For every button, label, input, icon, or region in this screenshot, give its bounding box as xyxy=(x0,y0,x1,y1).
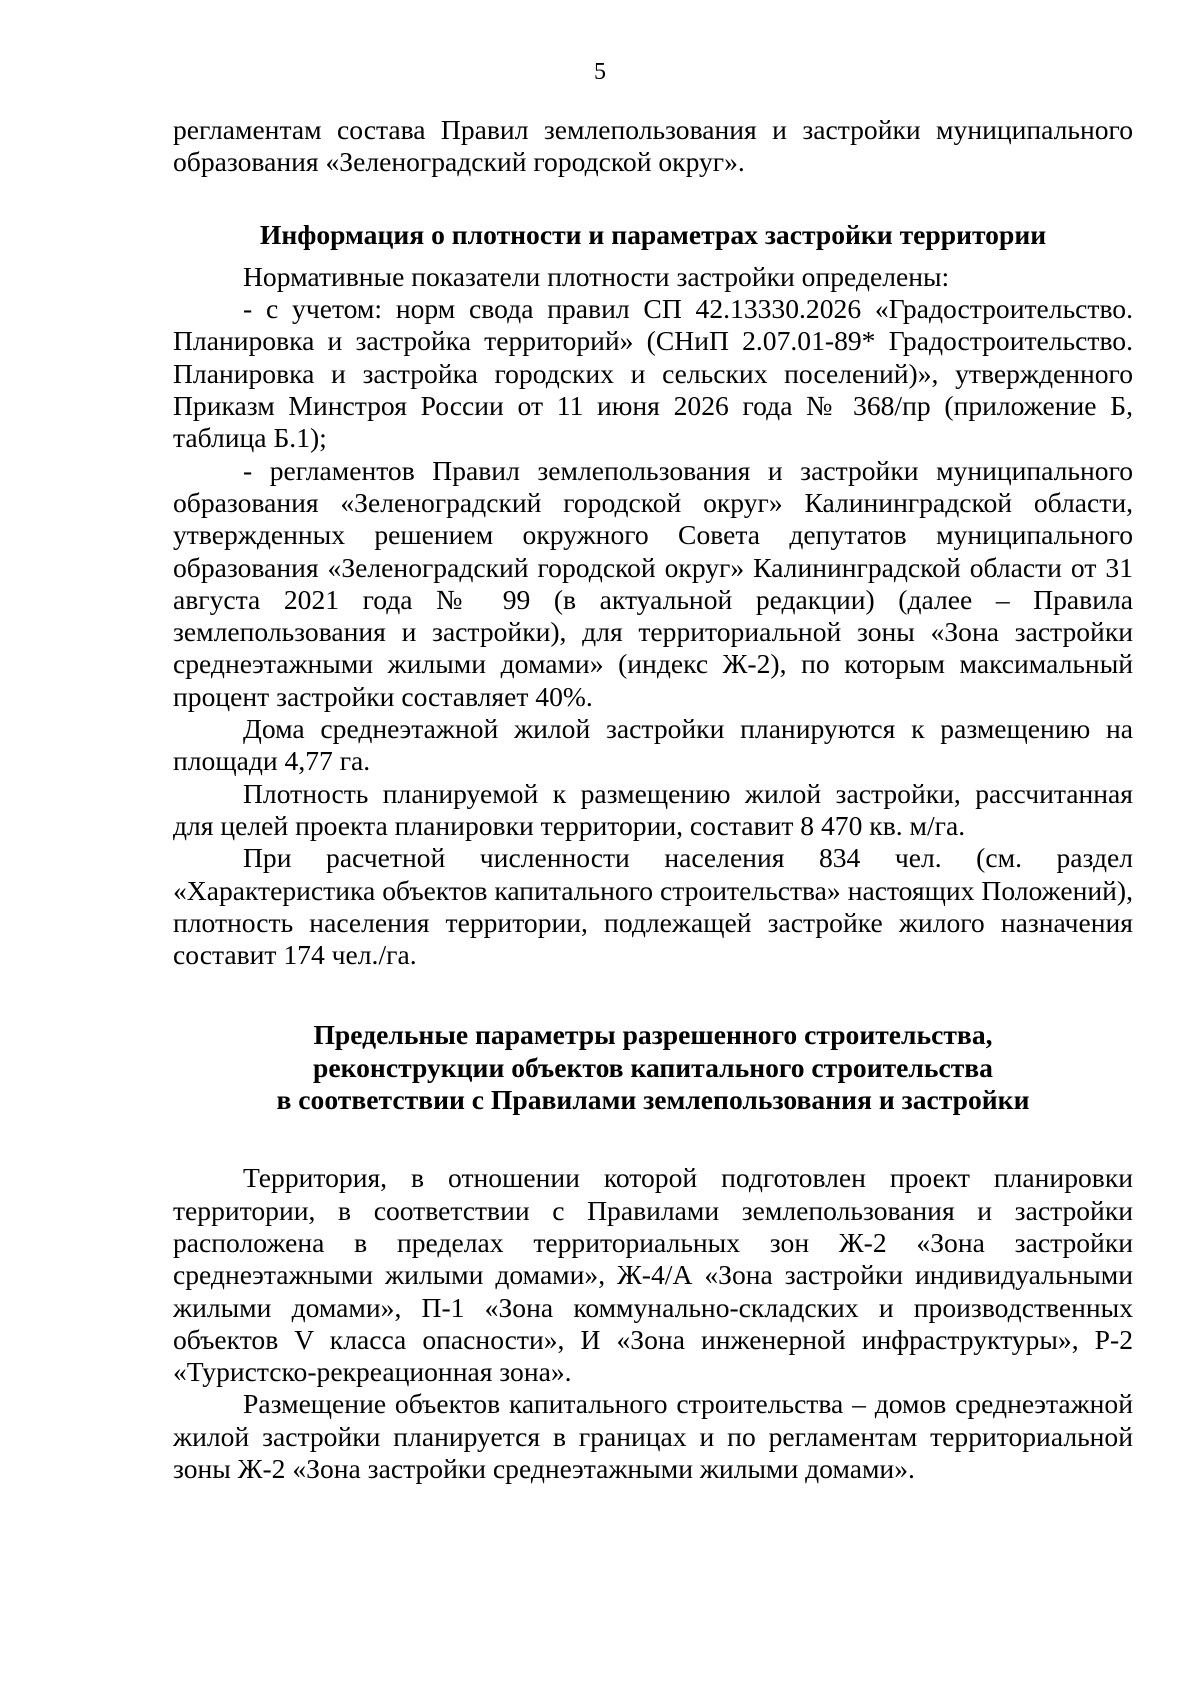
paragraph: Размещение объектов капитального строительства – домов среднеэтажной жилой застройки планируется в границах и по регламентам территориальной зоны Ж-2 «Зона застройки среднеэтажными жилыми домами». xyxy=(173,1388,1133,1484)
paragraph: При расчетной численности населения 834 чел. (см. раздел «Характеристика объектов капитального строительства» настоящих Положений), плотность населения территории, подлежащей застройке жилого назначения составит 174 чел./га. xyxy=(173,842,1133,971)
paragraph: Нормативные показатели плотности застройки определены: xyxy=(243,260,950,292)
section-heading-parameters xyxy=(173,1019,1133,1116)
page-number: 5 xyxy=(594,59,606,85)
section-heading-density: Информация о плотности и параметрах застройки территории xyxy=(259,218,1047,250)
paragraph: Плотность планируемой к размещению жилой застройки, рассчитанная для целей проекта планировки территории, составит 8 470 кв. м/га. xyxy=(173,777,1133,841)
paragraph: Дома среднеэтажной жилой застройки планируются к размещению на площади 4,77 га. xyxy=(173,713,1133,777)
heading-line: реконструкции объектов капитального строительства xyxy=(313,1051,993,1083)
heading-line: в соответствии с Правилами землепользования и застройки xyxy=(276,1084,1030,1116)
intro-paragraph: регламентам состава Правил землепользования и застройки муниципального образования «Зеленоградский городской округ». xyxy=(173,114,1133,178)
list-item: - регламентов Правил землепользования и застройки муниципального образования «Зеленоградский городской округ» Калининградской области, утвержденных решением окружного Совета депутатов муниципального образования «Зеленоградский городской округ» Калининградской области от 31 августа 2021 года № 99 (в актуальной редакции) (далее – Правила землепользования и застройки), для территориальной зоны «Зона застройки среднеэтажными жилыми домами» (индекс Ж-2), по которым максимальный процент застройки составляет 40%. xyxy=(173,454,1133,712)
document-body xyxy=(173,114,1133,1485)
paragraph: Территория, в отношении которой подготовлен проект планировки территории, в соответствии с Правилами землепользования и застройки расположена в пределах территориальных зон Ж-2 «Зона застройки среднеэтажными жилыми домами», Ж-4/А «Зона застройки индивидуальными жилыми домами», П-1 «Зона коммунально-складских и производственных объектов V класса опасности», И «Зона инженерной инфраструктуры», Р-2 «Туристско-рекреационная зона». xyxy=(173,1162,1133,1388)
heading-line: Предельные параметры разрешенного строительства, xyxy=(313,1019,993,1051)
list-item: - с учетом: норм свода правил СП 42.13330.2026 «Градостроительство. Планировка и застройка территорий» (СНиП 2.07.01-89* Градостроительство. Планировка и застройка городских и сельских поселений)», утвержденного Приказм Минстроя России от 11 июня 2026 года № 368/пр (приложение Б, таблица Б.1); xyxy=(173,293,1133,454)
